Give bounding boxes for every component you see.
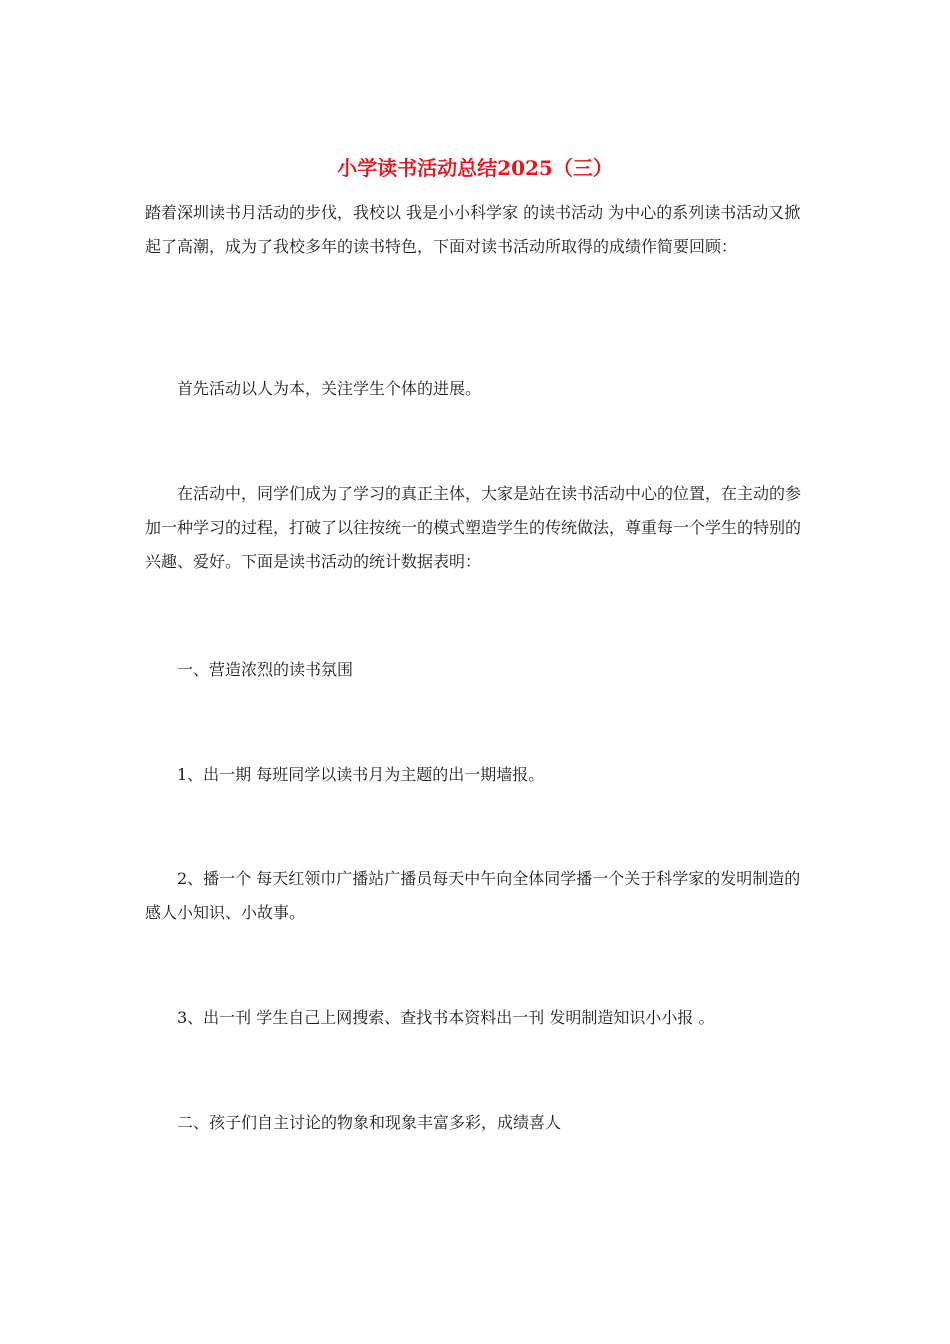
document-title: 小学读书活动总结2025（三） — [337, 156, 613, 180]
section-heading-2: 二、孩子们自主讨论的物象和现象丰富多彩，成绩喜人 — [177, 1113, 562, 1132]
paragraph-focus: 首先活动以人为本，关注学生个体的进展。 — [177, 379, 482, 398]
list-item-3: 3、出一刊 学生自己上网搜索、查找书本资料出一刊 发明制造知识小小报 。 — [177, 1008, 715, 1027]
paragraph-intro: 踏着深圳读书月活动的步伐，我校以 我是小小科学家 的读书活动 为中心的系列读书活动又掀起了高潮，成为了我校多年的读书特色，下面对读书活动所取得的成绩作简要回顾： — [145, 203, 801, 256]
list-item-2: 2、播一个 每天红领巾广播站广播员每天中午向全体同学播一个关于科学家的发明制造的感人小知识、小故事。 — [145, 869, 801, 922]
paragraph-activity: 在活动中，同学们成为了学习的真正主体，大家是站在读书活动中心的位置，在主动的参加一种学习的过程，打破了以往按统一的模式塑造学生的传统做法，尊重每一个学生的特别的兴趣、爱好。下面是读书活动的统计数据表明： — [145, 484, 802, 571]
section-heading-1: 一、营造浓烈的读书氛围 — [177, 660, 354, 679]
list-item-1: 1、出一期 每班同学以读书月为主题的出一期墙报。 — [177, 765, 545, 784]
